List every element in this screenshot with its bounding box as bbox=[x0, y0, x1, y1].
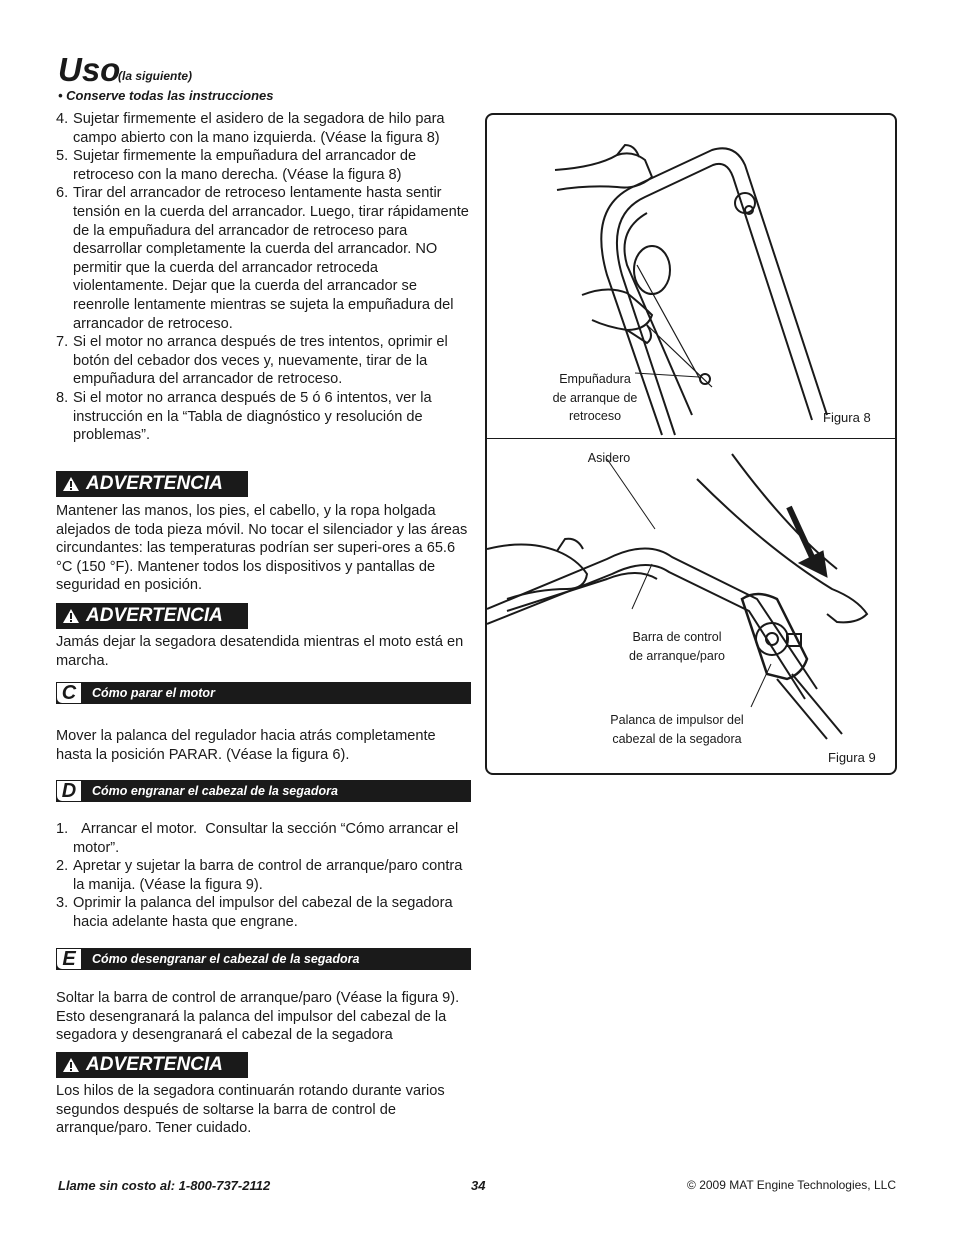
warning-banner bbox=[56, 1052, 248, 1078]
section-header-e bbox=[56, 948, 471, 970]
list-item: 4. Sujetar firmemente el asidero de la segadora de hilo para campo abierto con la mano izquierda. (Véase la figura 8) bbox=[56, 111, 445, 146]
section-title: Cómo desengranar el cabezal de la segadora bbox=[92, 952, 360, 966]
callout-palanca: Palanca de impulsor del cabezal de la segadora bbox=[610, 713, 744, 746]
section-title: Cómo parar el motor bbox=[92, 686, 215, 700]
page-number: 34 bbox=[471, 1178, 486, 1193]
list-item: 5. Sujetar firmemente la empuñadura del arrancador de retroceso con la mano derecha. (Véase la figura 8) bbox=[56, 148, 417, 183]
warning-icon bbox=[62, 608, 80, 624]
section-text: Soltar la barra de control de arranque/paro (Véase la figura 9). Esto desengranará la palanca del impulsor del cabezal de la segadora y desengranará el cabezal de la segadora bbox=[56, 990, 460, 1044]
list-item: 7. Si el motor no arranca después de tres intentos, oprimir el botón del cebador dos veces y, nuevamente, tirar de la empuñadura del arrancador de retroceso. bbox=[56, 334, 448, 388]
warning-title: ADVERTENCIA bbox=[86, 1054, 223, 1075]
section-header-c bbox=[56, 682, 471, 704]
section-title: Cómo engranar el cabezal de la segadora bbox=[92, 784, 338, 798]
list-item: 1. Arrancar el motor. Consultar la sección “Cómo arrancar el motor”. bbox=[56, 821, 463, 856]
section-header-d bbox=[56, 780, 471, 802]
page-title: Uso bbox=[58, 51, 121, 88]
footer-phone: Llame sin costo al: 1-800-737-2112 bbox=[58, 1178, 271, 1193]
warning-icon bbox=[62, 476, 80, 492]
figure-9-label: Figura 9 bbox=[828, 750, 876, 765]
section-letter: D bbox=[56, 780, 82, 802]
callout-asidero: Asidero bbox=[587, 451, 631, 465]
figure-8-label: Figura 8 bbox=[823, 410, 871, 425]
page-subtitle: (la siguiente) bbox=[118, 69, 193, 83]
conserve-note: • Conserve todas las instrucciones bbox=[58, 88, 274, 103]
steps-list bbox=[56, 110, 470, 445]
list-item: 6. Tirar del arrancador de retroceso lentamente hasta sentir tensión en la cuerda del arrancador. Luego, tirar rápidamente de la empuñadura del arrancador de retroceso para desarrollar completamente la cuerda del arrancador. NO permitir que la cuerda del arrancador retroceda violentamente. Dejar que la cuerda del arrancador se reenrolle lentamente mientras se sujeta la empuñadura del arrancador de retroceso. bbox=[56, 185, 469, 332]
footer-copyright: © 2009 MAT Engine Technologies, LLC bbox=[687, 1178, 896, 1192]
warning-text: Mantener las manos, los pies, el cabello, y la ropa holgada alejados de toda pieza móvil. No tocar el silenciador y las áreas circundantes: las temperaturas podrían ser superi-ores a 65.6 °C (150 °F). Mantener todos los dispositivos y pantallas de seguridad en posición. bbox=[56, 503, 468, 594]
callout-barra-de-control: Barra de control de arranque/paro bbox=[629, 630, 725, 663]
list-item: 2. Apretar y sujetar la barra de control de arranque/paro contra la manija. (Véase la figura 9). bbox=[56, 858, 463, 893]
warning-title: ADVERTENCIA bbox=[86, 473, 223, 494]
warning-banner bbox=[56, 603, 248, 629]
list-item: 3. Oprimir la palanca del impulsor del cabezal de la segadora hacia adelante hasta que engrane. bbox=[56, 895, 453, 930]
steps-list bbox=[56, 820, 470, 932]
section-d-steps bbox=[56, 820, 470, 932]
section-letter: E bbox=[56, 948, 82, 970]
warning-text: Los hilos de la segadora continuarán rotando durante varios segundos después de soltarse la barra de control de arranque/paro. Tener cuidado. bbox=[56, 1083, 445, 1137]
warning-banner bbox=[56, 471, 248, 497]
warning-text: Jamás dejar la segadora desatendida mientras el moto está en marcha. bbox=[56, 634, 464, 669]
start-steps bbox=[56, 110, 470, 445]
callout-empunadura: Empuñadura de arranque de retroceso bbox=[552, 372, 638, 423]
warning-title: ADVERTENCIA bbox=[86, 605, 223, 626]
section-text: Mover la palanca del regulador hacia atrás completamente hasta la posición PARAR. (Véase la figura 6). bbox=[56, 728, 436, 763]
figures-box bbox=[485, 113, 897, 775]
section-letter: C bbox=[56, 682, 82, 704]
warning-icon bbox=[62, 1057, 80, 1073]
list-item: 8. Si el motor no arranca después de 5 ó 6 intentos, ver la instrucción en la “Tabla de diagnóstico y resolución de problemas”. bbox=[56, 389, 432, 444]
